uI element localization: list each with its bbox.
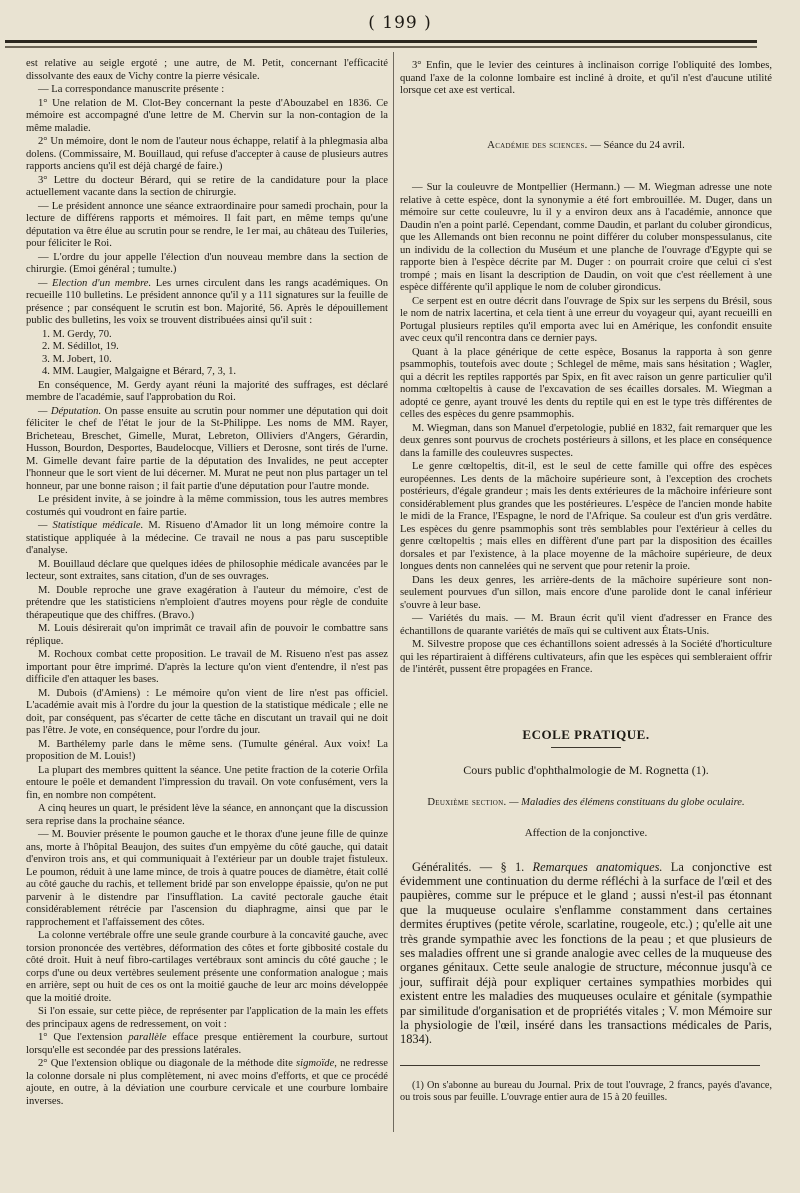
paragraph: M. Rochoux combat cette proposition. Le travail de M. Risueno n'est pas assez important pour être imprimé. D'après la lecture qu'on vient d'entendre, il n'est pas difficile d'en attaquer les bases. — [26, 649, 388, 685]
paragraph: La colonne vertébrale offre une seule grande courbure à la concavité gauche, avec torsion prononcée des vertèbres, déformation des côtes et forte gibbosité costale du côté droit. Huit à neuf fibro-cartilages vertébraux sont amincis du côté gauche ; le corps d'une ou deux vertèbres seulement présente une conformation analogue ; mais en arrière, sept ou huit de ces os ont la moitié gauche de leur arc moins développée que la moitié droite. — [26, 930, 388, 1004]
right-column — [400, 60, 772, 1105]
paragraph: M. Silvestre propose que ces échantillons soient adressés à la Société d'horticulture qui les répartiraient à différens cultivateurs, afin que les espèces qui sembleraient offrir de l'intérêt, pussent être propagées en France. — [400, 639, 772, 675]
paragraph — [400, 860, 772, 1047]
paragraph: Le président invite, à se joindre à la même commission, tous les autres membres costumés qui voudront en faire partie. — [26, 494, 388, 518]
paragraph: — Le président annonce une séance extraordinaire pour samedi prochain, pour la lecture de différens rapports et mémoires. Il fait part, en même temps qu'une députation va être élue au scrutin pour se rendre, le 1er mai, au château des Tuileries, pour féliciter le Roi. — [26, 200, 388, 249]
academie-heading — [400, 140, 772, 153]
paragraph-text: , ne redresse la colonne dorsale ni plus complètement, ni avec moins d'efforts, et que ce procédé ajoute, en outre, à la déviation une courbure cervicale et une courbure lombaire inverses. — [26, 1058, 388, 1107]
subsection-title: — Maladies des élémens constituans du globe oculaire. — [506, 796, 745, 808]
paragraph: — L'ordre du jour appelle l'élection d'un nouveau membre dans la section de chirurgie. (Emoi général ; tumulte.) — [26, 251, 388, 275]
paragraph: M. Louis désirerait qu'on imprimât ce travail afin de pouvoir le combattre sans réplique. — [26, 623, 388, 647]
paragraph-text: La conjonctive est évidemment une continuation du derme réfléchi à la surface de l'œil et des paupières, comme sur le prépuce et le gland ; aussi n'est-il pas étonnant que la muqueuse oculaire s'enflamme constamment dans certaines dermites éruptives (petite vérole, scarlatine, rougeole, etc.) ; qu'elle ait une très grande sympathie avec les fonctions de la peau ; et que plusieurs de ses maladies offrent une si grande analogie avec celles de la muqueuse des organes génitaux. Cette seule analogie de structure, méconnue jusqu'à ce jour, suffirait déjà pour expliquer certaines sympathies morbides qui existent entre les maladies des muqueuses oculaire et génitale (sympathie par similitude d'organisation et de propriétés vitales ; V. mon Mémoire sur la physiologie de l'œil, inséré dans les transactions médicales de Paris, 1834). — [400, 859, 772, 1047]
paragraph: 3° Enfin, que le levier des ceintures à inclinaison corrige l'obliquité des lombes, quand l'axe de la colonne lombaire est incliné à droite, et qu'il n'est d'aucune utilité lorsque cet axe est vertical. — [400, 60, 772, 96]
paragraph: 3° Lettre du docteur Bérard, qui se retire de la candidature pour la place actuellement vacante dans la section de chirurgie. — [26, 174, 388, 198]
subsection-label: Deuxième section. — [427, 796, 507, 808]
paragraph: — Variétés du mais. — M. Braun écrit qu'il vient d'adresser en France des échantillons de quarante variétés de maïs qui se cultivent aux États-Unis. — [400, 613, 772, 637]
paragraph: 2° Un mémoire, dont le nom de l'auteur nous échappe, relatif à la phlegmasia alba dolens. (Commissaire, M. Bouillaud, qui refuse d'accepter à cause de plusieurs autres rapports anciens qu'il est déjà chargé de faire.) — [26, 136, 388, 172]
paragraph: est relative au seigle ergoté ; une autre, de M. Petit, concernant l'efficacité dissolvante des eaux de Vichy contre la pierre vésicale. — [26, 58, 388, 82]
paragraph: Dans les deux genres, les arrière-dents de la mâchoire supérieure sont non-seulement pourvues d'un sillon, mais encore d'une parolide dont le canal inférieur s'ouvre à leur base. — [400, 574, 772, 611]
section-title: ECOLE PRATIQUE. — [522, 726, 650, 742]
paragraph: — La correspondance manuscrite présente : — [38, 84, 225, 95]
emphasis: Remarques anatomiques. — [532, 859, 663, 874]
paragraph: Quant à la place générique de cette espèce, Bosanus la rapporta à son genre psammophis, toutefois avec doute ; Schlegel de même, mais sans hésitation ; Wagler, qui a décrit les reptiles rapportés par Spix, en fit avec raison un genre particulier qu'il nomma cœltopeltis à cause de l'excavation de ses écailles dorsales. M. Wiegman a adopté ce genre, ayant trouvé les dents du reptile qui en est le type très différentes de celles des espèces du genre psammophis. — [400, 346, 772, 420]
course-title: Cours public d'ophthalmologie de M. Rognetta (1). — [463, 763, 709, 777]
paragraph: — Sur la couleuvre de Montpellier (Hermann.) — M. Wiegman adresse une note relative à cette espèce, dont la synonymie a été fort embrouillée. M. Duger, dans un mémoire sur cette couleuvre, lu il y a environ deux ans à l'académie, annonce que Daudin n'en a point parlé. Cependant, comme Daudin, et parlant du coluber girondicus, que les Allemands ont bien reconnu ne point différer du coluber monspessulanus, cite un individu de la collection du Muséum et une planche de l'ouvrage d'Egypte qui se rapporte bien à l'espèce décrite par M. Duger : on pourrait croire que celui ci s'est trompé ; mais en lisant la description de Daudin, on voit que c'est réellement à une espèce différente qu'il applique le nom de coluber girondicus. — [400, 182, 772, 293]
vote-results — [26, 329, 388, 379]
footnote-rule — [400, 1065, 760, 1066]
paragraph-text: 2° Que l'extension oblique ou diagonale de la méthode dite — [38, 1058, 297, 1069]
section-title-rule — [551, 747, 621, 748]
paragraph: — M. Bouvier présente le poumon gauche et le thorax d'une jeune fille de quinze ans, morte à l'hôpital Beaujon, des suites d'un empyème du côté gauche, qui datait d'environ trois ans, et qui communiquait à l'extérieur par un double trajet fistuleux. Le poumon, réduit à une lame mince, de trois à quatre pouces de diamètre, était collé au côté gauche du rachis, et tellement bridé par son enveloppe épaissie, qu'on ne put parvenir à le distendre par l'insufflation. La cavité pectorale gauche était considérablement rétrécie par l'ascension du diaphragme, ainsi que par le rapprochement et l'affaissement des côtes. — [26, 829, 388, 928]
session-date: — Séance du 24 avril. — [587, 139, 685, 151]
generalities-lead: Généralités. — § 1. — [412, 859, 533, 874]
header-rule — [5, 40, 757, 43]
vote-row: 4. MM. Laugier, Malgaigne et Bérard, 7, 3, 1. — [42, 366, 237, 377]
paragraph — [26, 406, 388, 494]
vote-row: 3. M. Jobert, 10. — [42, 353, 112, 365]
paragraph: A cinq heures un quart, le président lève la séance, en annonçant que la discussion sera reprise dans la prochaine séance. — [26, 803, 388, 827]
paragraph-text: Les urnes circulent dans les rangs académiques. On recueille 110 bulletins. Le président annonce qu'il y a 111 signatures sur la feuille de présence ; par conséquent le scrutin est bon. Majorité, 56. Après le dépouillement public des bulletins, les voix se trouvent distribuées ainsi qu'il suit : — [26, 277, 388, 326]
deputation-heading: — Députation. — [38, 405, 102, 417]
emphasis: sigmoïde — [296, 1058, 335, 1069]
left-column — [26, 58, 388, 1109]
paragraph: Ce serpent est en outre décrit dans l'ouvrage de Spix sur les serpens du Brésil, sous le nom de natrix lacertina, et cela tient à une erreur du voyageur qui, ayant recueilli en Portugal plusieurs reptiles qu'il emporta avec lui en Amérique, les confondit ensuite avec ceux qu'il rencontra dans ce dernier pays. — [400, 295, 772, 344]
vote-row: 1. M. Gerdy, 70. — [42, 328, 112, 340]
paragraph: En conséquence, M. Gerdy ayant réuni la majorité des suffrages, est déclaré membre de l'académie, sauf l'approbation du Roi. — [26, 379, 388, 403]
paragraph — [26, 278, 388, 328]
paragraph: M. Barthélemy parle dans le même sens. (Tumulte général. Aux voix! La proposition de M. Louis!) — [26, 738, 388, 762]
paragraph — [26, 1032, 388, 1057]
column-divider — [393, 52, 394, 1132]
paragraph: Le genre cœltopeltis, dit-il, est le seul de cette famille qui offre des espèces européennes. Les dents de la mâchoire supérieure sont, à l'exception des crochets postérieurs, d'égale grandeur ; mais les dents extérieures de la mâchoire inférieure sont considérablement plus grandes que les postérieures. L'espèce de l'ancien monde habite le midi de la France, l'Espagne, le nord de l'Afrique. Sa couleur est d'un gris verdâtre. Les espèces du genre psammophis sont très semblables pour l'extérieur à celles du genre cœltopeltis ; mais elles en diffèrent d'une part par la disposition des écailles dorsales et par l'existence, à la place moyenne de la mâchoire supérieure, de deux longues dents non cannelées qui ne servent que pour retenir la proie. — [400, 461, 772, 572]
page-number: ( 199 ) — [368, 13, 432, 33]
vote-row: 2. M. Sédillot, 19. — [42, 341, 119, 352]
paragraph: M. Dubois (d'Amiens) : Le mémoire qu'on vient de lire n'est pas officiel. L'académie avait mis à l'ordre du jour la question de la statistique médicale ; elle ne doit, par conséquent, pas s'écarter de cette tâche en discutant un travail qui ne doit pas l'être. Je vote, en conséquence, pour l'ordre du jour. — [26, 687, 388, 736]
chapter-heading: Affection de la conjonctive. — [524, 827, 648, 839]
paragraph-text: efface presque entièrement la courbure, surtout lorsqu'elle est secondée par des pressions latérales. — [26, 1032, 388, 1056]
footnote: (1) On s'abonne au bureau du Journal. Prix de tout l'ouvrage, 2 francs, payés d'avance, ou trois sous par feuille. L'ouvrage entier aura de 15 à 20 feuilles. — [400, 1079, 772, 1104]
paragraph: M. Bouillaud déclare que quelques idées de philosophie médicale avancées par le lecteur, sont extraites, sans citation, d'un de ses ouvrages. — [26, 558, 388, 582]
paragraph: Si l'on essaie, sur cette pièce, de représenter par l'application de la main les effets des principaux agens de redressement, on voit : — [26, 1006, 388, 1030]
paragraph: M. Double reproche une grave exagération à l'auteur du mémoire, c'est de prétendre que les statisticiens n'emploient d'autres moyens pour règle de conduite thérapeutique que des chiffres. (Bravo.) — [26, 584, 388, 621]
paragraph: 1° Une relation de M. Clot-Bey concernant la peste d'Abouzabel en 1836. Ce mémoire est accompagné d'une lettre de M. Chervin sur la non-contagion de la même maladie. — [26, 97, 388, 134]
paragraph-text: On passe ensuite au scrutin pour nommer une députation qui doit féliciter le chef de l'état le jour de la St-Philippe. Les noms de MM. Rayer, Bricheteau, Breschet, Gimelle, Murat, Lebreton, Olliviers d'Angers, Gérardin, Husson, Bourdon, Desportes, Baudelocque, Villiers et Derosne, sont tirés de l'urne. M. Gimelle devant faire partie de la députation des Invalides, ne peut accepter l'honneur que le sort vient de lui décerner. M. Murat ne peut non plus partager un tel honneur, par une bonne raison ; il fait partie d'une députation pour l'autre monde. — [26, 405, 388, 492]
header-rule-thin — [5, 46, 757, 48]
academie-title: Académie des sciences. — [487, 139, 588, 151]
subsection-heading — [400, 797, 772, 810]
emphasis: parallèle — [128, 1032, 167, 1043]
paragraph: M. Wiegman, dans son Manuel d'erpetologie, publié en 1832, fait remarquer que les deux genres sont pourvus de crochets postérieurs à sillons, et les place en conséquence dans la famille des couleuvres suspectes. — [400, 422, 772, 459]
paragraph — [26, 520, 388, 558]
paragraph — [26, 1058, 388, 1108]
statistics-heading: — Statistique médicale. — [38, 520, 144, 531]
paragraph-text: M. Risueno d'Amador lit un long mémoire contre la statistique appliquée à la médecine. Ce travail ne nous a pas paru susceptible d'analyse. — [26, 520, 388, 556]
election-heading: — Election d'un membre. — [38, 277, 152, 289]
paragraph: La plupart des membres quittent la séance. Une petite fraction de la coterie Orfila entoure le poêle et demandent l'impression du travail. On vote confusément, vers la fin, en nombre non compétent. — [26, 764, 388, 801]
paragraph-text: 1° Que l'extension — [38, 1032, 129, 1043]
